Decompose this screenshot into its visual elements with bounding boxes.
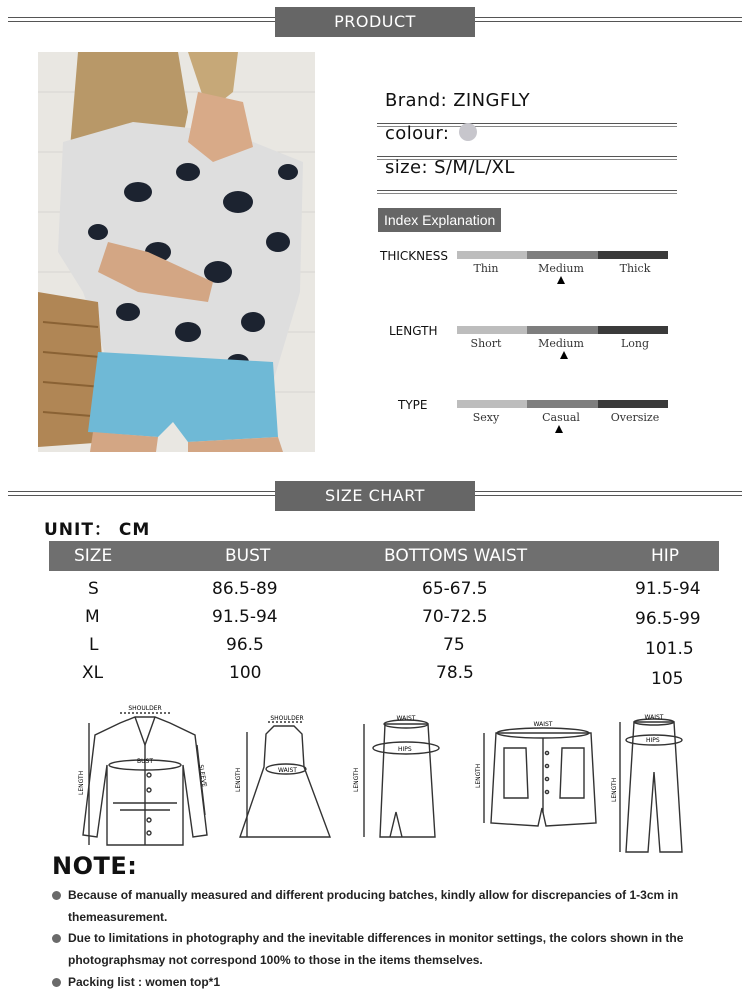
waist-label: WAIST: [644, 714, 664, 721]
jacket-diagram: [75, 705, 215, 855]
brand-value: ZINGFLY: [453, 90, 531, 111]
note-title: NOTE:: [52, 852, 138, 880]
thickness-selected-marker: [557, 276, 565, 284]
type-option: Casual: [542, 411, 580, 424]
size-label: size:: [385, 157, 428, 178]
header-hip: HIP: [651, 546, 680, 566]
length-scale: [457, 326, 668, 334]
hips-label: HIPS: [398, 746, 412, 753]
thickness-option: Medium: [538, 262, 584, 275]
note-bullet: [52, 978, 61, 987]
header-bottoms-waist: BOTTOMS WAIST: [384, 546, 528, 566]
table-cell-size: L: [89, 635, 99, 655]
type-option: Sexy: [472, 411, 500, 424]
length-label-diagram: LENGTH: [235, 767, 242, 792]
table-cell-size: XL: [82, 663, 104, 683]
length-option: Short: [470, 337, 502, 350]
header-size: SIZE: [74, 546, 113, 566]
length-option: Medium: [538, 337, 584, 350]
table-cell-waist: 78.5: [436, 663, 474, 683]
skirt-diagram: [350, 712, 445, 847]
colour-row: [385, 123, 677, 151]
product-photo: [38, 52, 315, 452]
colour-label: colour:: [385, 123, 450, 144]
size-chart-header: [0, 478, 750, 512]
thickness-scale: [457, 251, 668, 259]
header-bust: BUST: [225, 546, 271, 566]
product-information-title: PRODUCT INFORMATION: [275, 7, 475, 37]
waist-label: WAIST: [278, 767, 297, 774]
shoulder-label: SHOULDER: [128, 705, 162, 712]
length-option: Long: [620, 337, 650, 350]
table-cell-hip: 96.5-99: [635, 609, 701, 629]
length-label: LENGTH: [389, 324, 438, 338]
brand-label: Brand:: [385, 90, 448, 111]
table-cell-waist: 70-72.5: [422, 607, 488, 627]
table-cell-hip: 105: [651, 669, 684, 689]
length-label-diagram: LENGTH: [78, 770, 85, 795]
table-cell-hip: 101.5: [645, 639, 694, 659]
bust-label: BUST: [137, 758, 153, 765]
product-information-header: [0, 4, 750, 61]
unit-label: UNIT： CM: [44, 520, 151, 540]
length-label-diagram: LENGTH: [611, 777, 618, 802]
table-cell-size: S: [88, 579, 99, 599]
type-label: TYPE: [398, 398, 428, 412]
sleeve-label: SLEEVE: [197, 764, 208, 788]
type-selected-marker: [555, 425, 563, 433]
thickness-option: Thin: [473, 262, 499, 275]
pants-diagram: [612, 712, 692, 857]
thickness-label: THICKNESS: [380, 249, 448, 263]
note-item: Packing list : women top*1: [68, 975, 221, 989]
dress-diagram: [232, 712, 337, 852]
table-cell-waist: 75: [443, 635, 465, 655]
type-scale: [457, 400, 668, 408]
table-cell-bust: 91.5-94: [212, 607, 278, 627]
table-cell-bust: 100: [229, 663, 262, 683]
size-row: [385, 157, 677, 185]
waist-label: WAIST: [533, 721, 553, 728]
type-option: Oversize: [610, 411, 660, 424]
table-cell-bust: 86.5-89: [212, 579, 278, 599]
shoulder-label: SHOULDER: [270, 715, 304, 722]
hips-label: HIPS: [646, 737, 660, 744]
size-chart-title: SIZE CHART: [275, 481, 475, 511]
length-label-diagram: LENGTH: [353, 767, 360, 792]
note-bullet: [52, 934, 61, 943]
length-label-diagram: LENGTH: [475, 763, 482, 788]
note-item: Due to limitations in photography and the inevitable differences in monitor settings, the colors shown in the photographsmay not correspond 100% to those in the items themselves.: [68, 931, 684, 967]
thickness-option: Thick: [619, 262, 651, 275]
waist-label: WAIST: [396, 715, 416, 722]
index-explanation-title: Index Explanation: [378, 208, 501, 232]
colour-swatch: [459, 123, 477, 141]
size-value: S/M/L/XL: [434, 157, 515, 178]
table-cell-size: M: [85, 607, 100, 627]
note-item: Because of manually measured and different producing batches, kindly allow for discrepancies of 1-3cm in themeasurement.: [68, 888, 679, 924]
note-bullet: [52, 891, 61, 900]
length-selected-marker: [560, 351, 568, 359]
table-cell-bust: 96.5: [226, 635, 264, 655]
shorts-diagram: [476, 718, 606, 838]
table-cell-waist: 65-67.5: [422, 579, 488, 599]
table-cell-hip: 91.5-94: [635, 579, 701, 599]
size-table-header: [49, 541, 719, 571]
brand-row: [385, 90, 677, 118]
